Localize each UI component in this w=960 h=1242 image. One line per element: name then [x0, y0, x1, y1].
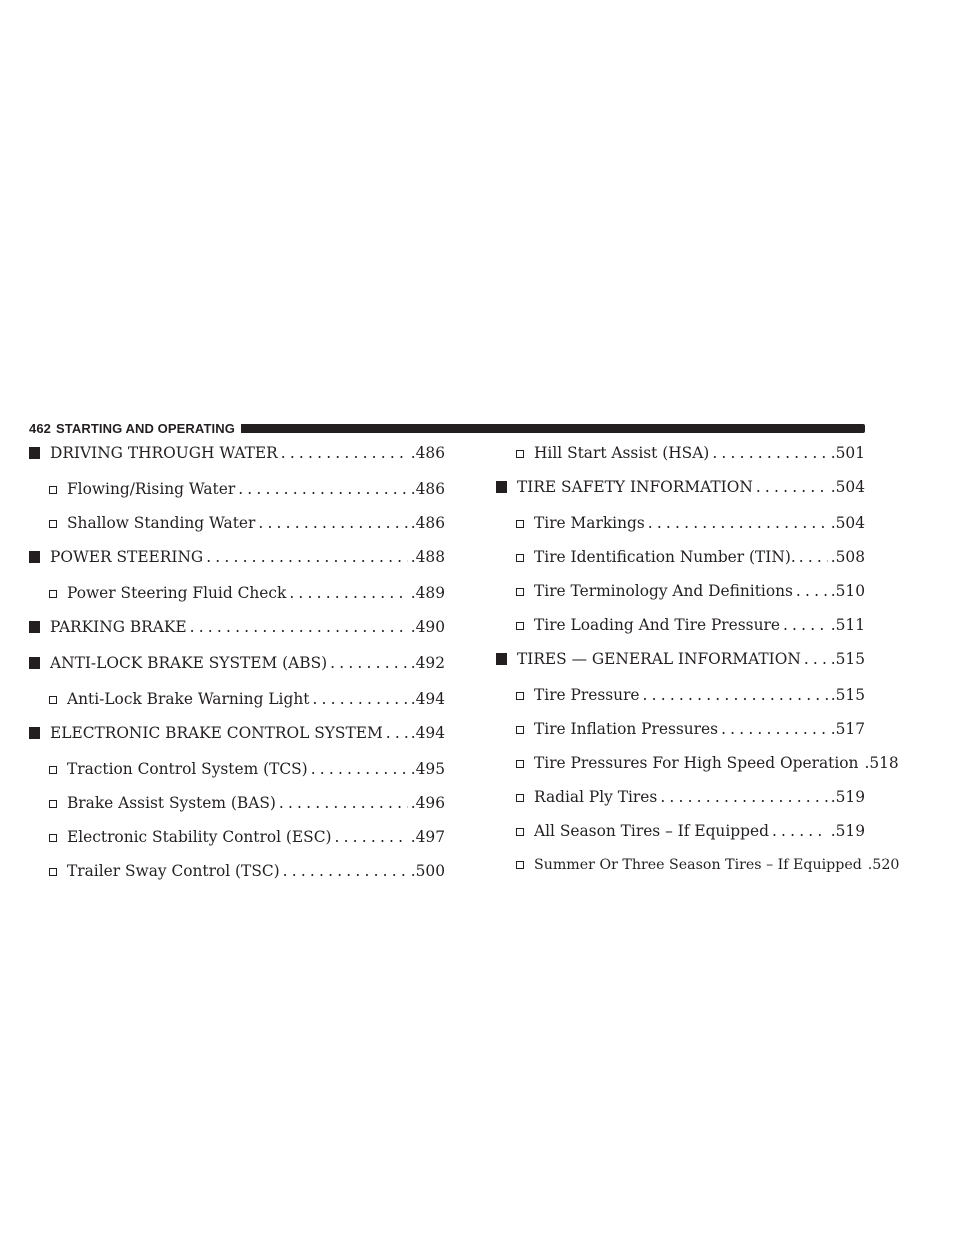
toc-entry-page: .504: [830, 478, 865, 496]
hollow-square-bullet-icon: [516, 828, 524, 836]
toc-entry-title: ANTI-LOCK BRAKE SYSTEM (ABS): [50, 654, 328, 672]
toc-entry-page: .492: [410, 654, 445, 672]
toc-entry-page: .501: [830, 444, 865, 462]
toc-entry-title: Power Steering Fluid Check: [67, 584, 287, 602]
toc-entry[interactable]: [29, 759, 445, 793]
toc-entry-page: .486: [410, 480, 445, 498]
dot-leader: [312, 689, 407, 709]
toc-entry[interactable]: [29, 723, 445, 759]
toc-entry-page: .517: [830, 720, 865, 738]
hollow-square-bullet-icon: [516, 622, 524, 630]
toc-entry[interactable]: [496, 685, 865, 719]
toc-entry-title: POWER STEERING: [50, 548, 204, 566]
filled-square-bullet-icon: [29, 447, 40, 459]
toc-entry-page: .518: [864, 754, 899, 772]
toc-entry[interactable]: [29, 547, 445, 583]
toc-entry-page: .497: [410, 828, 445, 846]
toc-entry[interactable]: [496, 615, 865, 649]
toc-entry-title: TIRES — GENERAL INFORMATION: [517, 650, 801, 668]
toc-entry-title: Tire Terminology And Definitions: [534, 582, 793, 600]
toc-entry-title: TIRE SAFETY INFORMATION: [517, 478, 753, 496]
hollow-square-bullet-icon: [49, 590, 57, 598]
toc-entry-title: Summer Or Three Season Tires – If Equipped: [534, 857, 862, 873]
toc-entry[interactable]: [29, 793, 445, 827]
hollow-square-bullet-icon: [516, 861, 524, 869]
hollow-square-bullet-icon: [516, 726, 524, 734]
dot-leader: [799, 547, 828, 567]
dot-leader: [311, 759, 408, 779]
toc-entry-title: ELECTRONIC BRAKE CONTROL SYSTEM: [50, 724, 383, 742]
toc-entry-title: Shallow Standing Water: [67, 514, 256, 532]
hollow-square-bullet-icon: [49, 696, 57, 704]
hollow-square-bullet-icon: [516, 760, 524, 768]
toc-entry[interactable]: [496, 513, 865, 547]
toc-entry[interactable]: [29, 653, 445, 689]
hollow-square-bullet-icon: [49, 520, 57, 528]
dot-leader: [238, 479, 408, 499]
hollow-square-bullet-icon: [516, 554, 524, 562]
hollow-square-bullet-icon: [49, 766, 57, 774]
toc-entry-page: .489: [410, 584, 445, 602]
toc-entry-page: .515: [830, 650, 865, 668]
dot-leader: [756, 477, 828, 497]
page-header: [29, 418, 865, 438]
toc-entry[interactable]: [29, 689, 445, 723]
toc-entry-page: .486: [410, 514, 445, 532]
dot-leader: [804, 649, 828, 669]
section-title: STARTING AND OPERATING: [56, 420, 235, 436]
hollow-square-bullet-icon: [516, 588, 524, 596]
toc-entry[interactable]: [496, 443, 865, 477]
toc-entry-title: Tire Inflation Pressures: [534, 720, 719, 738]
toc-entry-title: Brake Assist System (BAS): [67, 794, 276, 812]
toc-entry-title: All Season Tires – If Equipped: [534, 822, 769, 840]
dot-leader: [258, 513, 407, 533]
dot-leader: [386, 723, 408, 743]
toc-entry[interactable]: [496, 719, 865, 753]
dot-leader: [772, 821, 828, 841]
toc-entry[interactable]: [496, 581, 865, 615]
dot-leader: [289, 583, 407, 603]
dot-leader: [281, 443, 408, 463]
toc-entry-page: .494: [410, 724, 445, 742]
hollow-square-bullet-icon: [49, 800, 57, 808]
dot-leader: [206, 547, 408, 567]
toc-left-column: [29, 443, 445, 895]
dot-leader: [279, 793, 408, 813]
hollow-square-bullet-icon: [516, 520, 524, 528]
toc-entry[interactable]: [29, 827, 445, 861]
toc-entry[interactable]: [496, 787, 865, 821]
toc-entry-page: .490: [410, 618, 445, 636]
toc-entry-title: Traction Control System (TCS): [67, 760, 308, 778]
toc-entry-title: Flowing/Rising Water: [67, 480, 236, 498]
toc-entry-title: Tire Pressures For High Speed Operation: [534, 754, 859, 772]
toc-entry-page: .500: [410, 862, 445, 880]
toc-entry[interactable]: [496, 821, 865, 855]
toc-entry[interactable]: [496, 855, 900, 889]
toc-entry[interactable]: [29, 617, 445, 653]
toc-entry-title: Electronic Stability Control (ESC): [67, 828, 332, 846]
dot-leader: [648, 513, 828, 533]
toc-entry-title: Anti-Lock Brake Warning Light: [67, 690, 310, 708]
filled-square-bullet-icon: [29, 657, 40, 669]
dot-leader: [330, 653, 408, 673]
filled-square-bullet-icon: [496, 481, 507, 493]
header-rule: [241, 424, 865, 433]
toc-entry-title: PARKING BRAKE: [50, 618, 187, 636]
toc-entry-page: .488: [410, 548, 445, 566]
toc-entry-title: Hill Start Assist (HSA): [534, 444, 710, 462]
toc-entry[interactable]: [29, 443, 445, 479]
toc-entry-title: DRIVING THROUGH WATER: [50, 444, 278, 462]
dot-leader: [334, 827, 407, 847]
dot-leader: [783, 615, 828, 635]
toc-entry[interactable]: [496, 649, 865, 685]
dot-leader: [190, 617, 408, 637]
toc-entry-page: .519: [830, 788, 865, 806]
hollow-square-bullet-icon: [516, 794, 524, 802]
filled-square-bullet-icon: [496, 653, 507, 665]
hollow-square-bullet-icon: [516, 692, 524, 700]
toc-entry[interactable]: [29, 513, 445, 547]
toc-entry[interactable]: [496, 753, 899, 787]
hollow-square-bullet-icon: [49, 868, 57, 876]
hollow-square-bullet-icon: [49, 486, 57, 494]
toc-entry-page: .508: [830, 548, 865, 566]
toc-entry-page: .486: [410, 444, 445, 462]
toc-entry-page: .495: [410, 760, 445, 778]
dot-leader: [660, 787, 827, 807]
filled-square-bullet-icon: [29, 621, 40, 633]
toc-entry-page: .519: [830, 822, 865, 840]
toc-entry-title: Radial Ply Tires: [534, 788, 658, 806]
dot-leader: [643, 685, 828, 705]
toc-entry[interactable]: [496, 477, 865, 513]
toc-entry-page: .504: [830, 514, 865, 532]
dot-leader: [796, 581, 828, 601]
toc-entry-page: .494: [410, 690, 445, 708]
dot-leader: [712, 443, 827, 463]
dot-leader: [283, 861, 408, 881]
toc-entry-page: .520: [867, 857, 900, 873]
dot-leader: [721, 719, 828, 739]
toc-right-column: [496, 443, 900, 889]
page-number: 462: [29, 420, 51, 436]
toc-entry[interactable]: [29, 583, 445, 617]
toc-entry-page: .515: [830, 686, 865, 704]
filled-square-bullet-icon: [29, 727, 40, 739]
toc-entry-title: Tire Markings: [534, 514, 645, 532]
hollow-square-bullet-icon: [49, 834, 57, 842]
toc-entry[interactable]: [29, 861, 445, 895]
filled-square-bullet-icon: [29, 551, 40, 563]
hollow-square-bullet-icon: [516, 450, 524, 458]
toc-entry-page: .496: [410, 794, 445, 812]
toc-entry-title: Trailer Sway Control (TSC): [67, 862, 280, 880]
toc-entry-title: Tire Identification Number (TIN).: [534, 548, 796, 566]
toc-entry[interactable]: [496, 547, 865, 581]
toc-entry-page: .511: [830, 616, 865, 634]
toc-entry[interactable]: [29, 479, 445, 513]
toc-entry-title: Tire Pressure: [534, 686, 640, 704]
toc-entry-page: .510: [830, 582, 865, 600]
toc-entry-title: Tire Loading And Tire Pressure: [534, 616, 780, 634]
